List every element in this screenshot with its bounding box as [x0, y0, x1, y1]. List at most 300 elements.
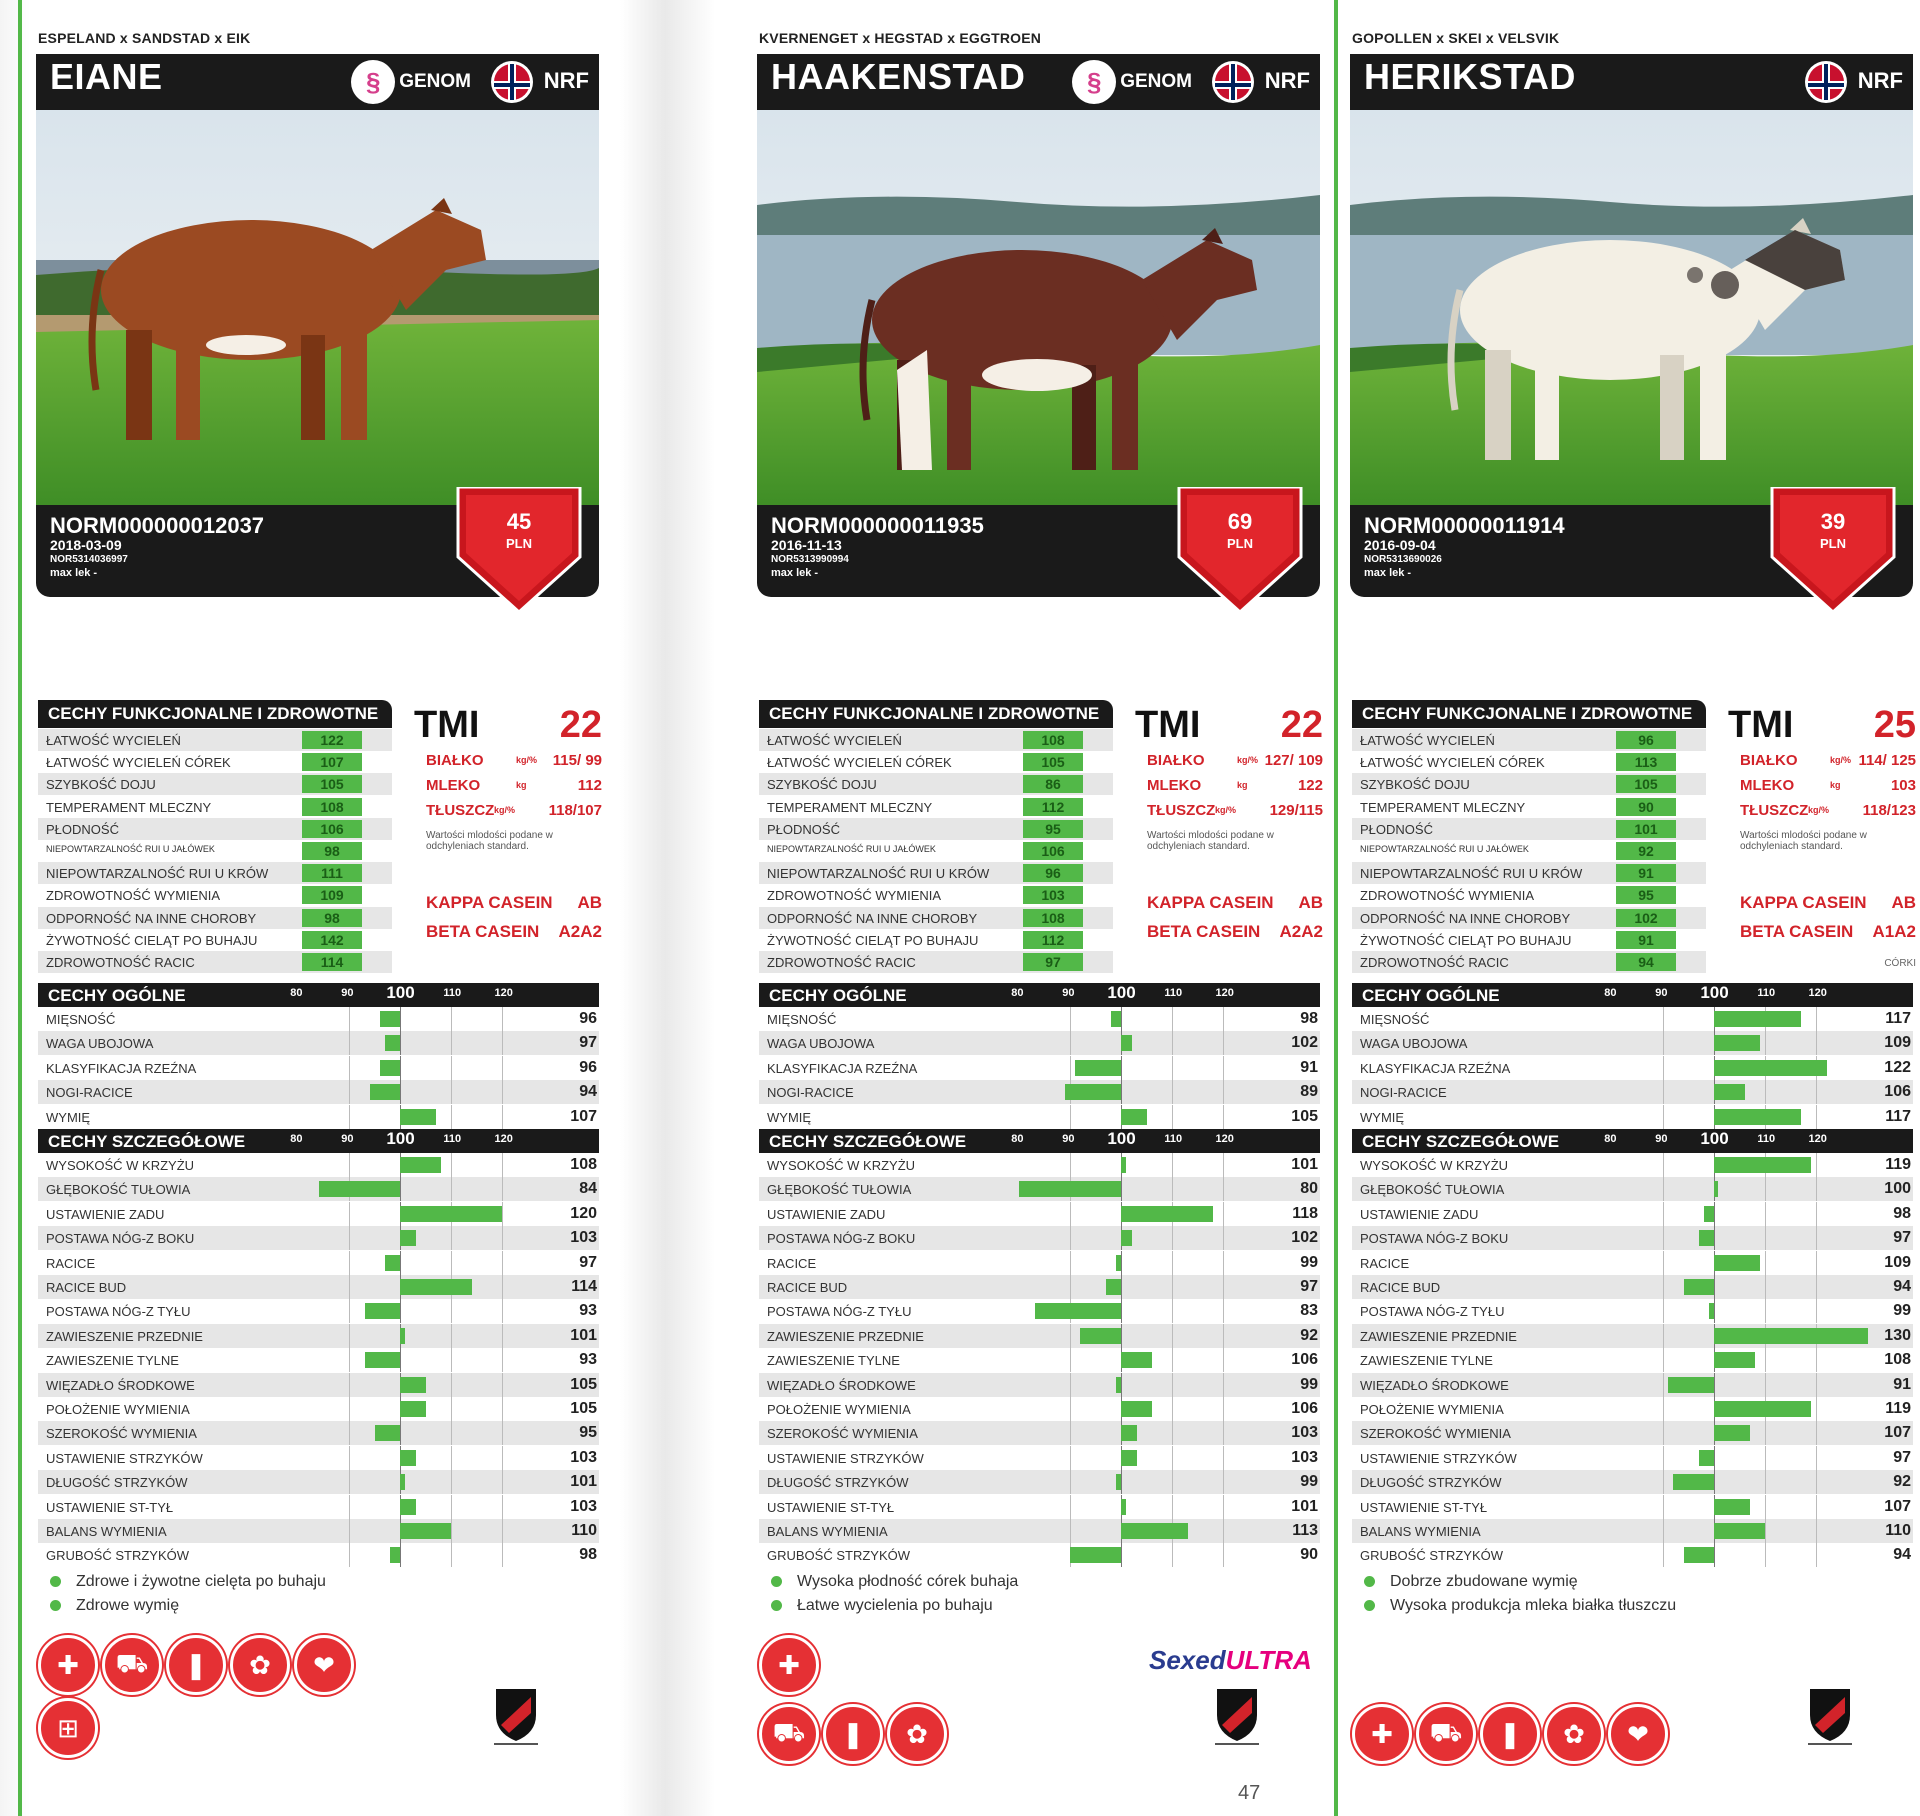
scale-trait-row [38, 1543, 599, 1567]
prod-tluszcz [1147, 802, 1323, 824]
grid-line [1816, 1080, 1817, 1104]
grid-line [1765, 1470, 1766, 1494]
grid-line [1663, 1397, 1664, 1421]
kappa-casein [426, 893, 602, 913]
beta-label: BETA CASEIN [426, 922, 540, 941]
tmi-value: 22 [559, 704, 602, 746]
scale-trait-label: WYMIĘ [46, 1109, 91, 1125]
heart-icon[interactable]: ✿ [1544, 1704, 1604, 1764]
scale-trait-row [759, 1105, 1320, 1129]
detail-traits-header-title: CECHY SZCZEGÓŁOWE [1362, 1132, 1560, 1151]
grid-line [502, 1299, 503, 1323]
norway-flag-icon [1212, 61, 1254, 103]
standard-note: Wartości mlodości podane w odchyleniach standard. [426, 830, 553, 852]
scale-trait-label: WAGA UBOJOWA [767, 1036, 875, 1052]
scale-trait-row [759, 1202, 1320, 1226]
grid-line [1663, 1470, 1664, 1494]
nor-id: NOR5314036997 [50, 554, 128, 565]
name-header [757, 54, 1320, 110]
func-trait-label: ZDROWOTNOŚĆ WYMIENIA [767, 888, 942, 904]
scale-trait-value: 83 [1300, 1302, 1318, 1320]
scale-trait-value: 117 [1885, 1107, 1911, 1125]
scale-bar [1121, 1109, 1147, 1125]
grid-line [1816, 1226, 1817, 1250]
feed-icon[interactable]: ⊞ [38, 1698, 98, 1758]
birth-date: 2016-11-13 [771, 537, 842, 553]
scale-trait-value: 94 [1893, 1278, 1911, 1295]
grid-center-line [1121, 1470, 1122, 1494]
grid-line [1070, 1373, 1071, 1397]
scale-trait-row [759, 1324, 1320, 1348]
scale-trait-row [759, 1421, 1320, 1445]
grid-line [1172, 1299, 1173, 1323]
scale-trait-label: POŁOŻENIE WYMIENIA [46, 1402, 190, 1417]
scale-trait-value: 105 [570, 1400, 597, 1417]
genom-badge [1072, 60, 1192, 104]
grid-line [1663, 1226, 1664, 1250]
scale-trait-value: 101 [1291, 1156, 1318, 1173]
grid-line [1223, 1348, 1224, 1372]
kappa-value: AB [1891, 893, 1916, 912]
scale-bar [1121, 1401, 1152, 1417]
benefit-text: Wysoka produkcja mleka białka tłuszczu [1390, 1597, 1677, 1614]
grid-line [1816, 1105, 1817, 1129]
max-lek: max lek - [1364, 567, 1412, 579]
grid-center-line [400, 1080, 401, 1104]
kappa-value: AB [1298, 893, 1323, 912]
kappa-label: KAPPA CASEIN [1740, 893, 1867, 912]
norwegian-red-logo [1212, 1685, 1262, 1745]
norm-id: NORM000000011935 [771, 513, 984, 538]
grid-center-line [1714, 1275, 1715, 1299]
func-trait-label: NIEPOWTARZALNOŚĆ RUI U JAŁÓWEK [767, 844, 936, 854]
prod-unit: kg/% [1830, 755, 1852, 765]
name-header [36, 54, 599, 110]
grid-line [1223, 1324, 1224, 1348]
scale-trait-value: 97 [1300, 1278, 1318, 1295]
grid-line [502, 1470, 503, 1494]
grid-line [1765, 1299, 1766, 1323]
scale-trait-label: MIĘSNOŚĆ [1360, 1012, 1430, 1027]
scale-tick: 80 [1011, 987, 1024, 999]
grid-line [1816, 1251, 1817, 1275]
grid-line [1223, 1299, 1224, 1323]
scale-trait-value: 110 [571, 1522, 597, 1539]
grid-line [1765, 1080, 1766, 1104]
milk-bottle-icon[interactable]: ❚ [166, 1635, 226, 1695]
func-trait-value: 142 [302, 931, 362, 949]
grid-line [451, 1105, 452, 1129]
func-trait-value: 96 [1023, 864, 1083, 882]
scale-trait-row [1352, 1470, 1913, 1494]
heart-icon[interactable]: ❤ [294, 1635, 354, 1695]
feed-icon[interactable]: ✚ [1352, 1704, 1412, 1764]
scale-trait-row [1352, 1373, 1913, 1397]
prod-value: 122 [1297, 777, 1323, 794]
norway-flag-icon [1805, 61, 1847, 103]
prod-mleko [1147, 777, 1323, 799]
price-unit: PLN [506, 536, 532, 551]
grid-center-line [400, 1299, 401, 1323]
scale-trait-value: 107 [1884, 1424, 1911, 1442]
grid-line [1816, 1153, 1817, 1177]
scale-trait-label: POSTAWA NÓG-Z BOKU [1360, 1231, 1509, 1247]
grid-line [1070, 1251, 1071, 1275]
func-trait-value: 101 [1616, 820, 1676, 838]
scale-trait-row [1352, 1519, 1913, 1543]
scale-tick: 80 [290, 1133, 303, 1145]
scale-bar [1116, 1255, 1121, 1271]
grid-line [1816, 1495, 1817, 1519]
func-trait-row [759, 729, 1113, 751]
scale-trait-value: 107 [570, 1107, 597, 1125]
grid-line [451, 1080, 452, 1104]
scale-trait-value: 93 [579, 1351, 597, 1369]
scale-bar [1035, 1303, 1122, 1319]
scale-trait-label: WIĘZADŁO ŚRODKOWE [767, 1377, 916, 1393]
grid-line [1172, 1056, 1173, 1080]
grid-line [502, 1519, 503, 1543]
func-trait-value: 106 [1023, 842, 1083, 860]
scale-trait-value: 99 [1893, 1302, 1911, 1320]
tmi-label: TMI [1135, 704, 1201, 746]
scale-trait-row [759, 1519, 1320, 1543]
corki-label: CÓRKI [1884, 958, 1916, 969]
scale-trait-label: BALANS WYMIENIA [1360, 1524, 1481, 1539]
grid-line [1223, 1202, 1224, 1226]
grid-line [1765, 1495, 1766, 1519]
grid-line [349, 1446, 350, 1470]
grid-center-line [1121, 1056, 1122, 1080]
grid-line [1172, 1105, 1173, 1129]
scale-trait-label: WYMIĘ [1360, 1109, 1405, 1125]
scale-trait-value: 106 [1884, 1083, 1911, 1101]
scale-trait-value: 118 [1292, 1204, 1318, 1222]
grid-center-line [1714, 1446, 1715, 1470]
birth-date: 2016-09-04 [1364, 537, 1436, 553]
func-trait-label: PŁODNOŚĆ [1360, 821, 1433, 837]
grid-line [1070, 1056, 1071, 1080]
tmi-label: TMI [1728, 704, 1794, 746]
scale-trait-label: USTAWIENIE ZADU [1360, 1206, 1479, 1222]
scale-trait-value: 91 [1300, 1058, 1318, 1076]
scale-trait-label: USTAWIENIE ZADU [46, 1206, 165, 1222]
scale-tick: 100 [386, 983, 415, 1002]
scale-trait-value: 109 [1884, 1034, 1911, 1052]
nrf-label: NRF [543, 68, 589, 93]
scale-tick: 110 [443, 987, 462, 999]
prod-label: BIAŁKO [1147, 752, 1205, 769]
prod-value: 118/107 [548, 802, 602, 819]
scale-trait-label: MIĘSNOŚĆ [46, 1012, 116, 1027]
grid-line [1663, 1105, 1664, 1129]
scale-trait-row [38, 1519, 599, 1543]
prod-label: MLEKO [426, 777, 481, 794]
scale-bar [1111, 1011, 1121, 1027]
prod-unit: kg [516, 780, 527, 790]
scale-trait-row [759, 1056, 1320, 1080]
scale-bar [1684, 1547, 1715, 1563]
scale-trait-label: RACICE BUD [1360, 1280, 1441, 1295]
grid-line [1223, 1105, 1224, 1129]
scale-trait-value: 99 [1300, 1253, 1318, 1271]
scale-trait-value: 103 [570, 1497, 597, 1515]
scale-trait-label: POŁOŻENIE WYMIENIA [767, 1402, 911, 1417]
grid-line [1172, 1495, 1173, 1519]
grid-line [1816, 1543, 1817, 1567]
scale-bar [1121, 1499, 1126, 1515]
bull-card-eiane [36, 0, 604, 1816]
scale-trait-label: POSTAWA NÓG-Z BOKU [46, 1231, 195, 1247]
func-trait-row [38, 796, 392, 818]
func-trait-value: 122 [302, 731, 362, 749]
prod-value: 127/ 109 [1264, 752, 1323, 769]
scale-bar [1116, 1377, 1121, 1393]
func-trait-label: ŁATWOŚĆ WYCIELEŃ CÓREK [767, 755, 952, 771]
grid-line [1172, 1007, 1173, 1031]
bullet-dot-icon [1364, 1576, 1375, 1587]
trailer-icon[interactable]: ❚ [823, 1704, 883, 1764]
scale-trait-label: NOGI-RACICE [767, 1085, 854, 1101]
grid-line [451, 1348, 452, 1372]
func-trait-value: 91 [1616, 931, 1676, 949]
func-trait-value: 86 [1023, 775, 1083, 793]
grid-line [1663, 1056, 1664, 1080]
grid-line [349, 1105, 350, 1129]
scale-trait-label: RACICE [1360, 1255, 1410, 1271]
grid-line [1223, 1080, 1224, 1104]
scale-trait-value: 100 [1884, 1180, 1911, 1198]
scale-trait-row [759, 1031, 1320, 1055]
grid-line [1765, 1226, 1766, 1250]
func-trait-value: 91 [1616, 864, 1676, 882]
ultra-text: ULTRA [1225, 1645, 1312, 1675]
tmi-label: TMI [414, 704, 480, 746]
grid-line [1070, 1421, 1071, 1445]
scale-trait-value: 97 [579, 1253, 597, 1271]
scale-tick: 120 [1808, 987, 1827, 999]
scale-trait-row [38, 1495, 599, 1519]
scale-trait-row [1352, 1397, 1913, 1421]
grid-line [502, 1007, 503, 1031]
udder-icon[interactable]: ✿ [230, 1635, 290, 1695]
prod-unit: kg/% [494, 805, 516, 815]
scale-trait-row [759, 1153, 1320, 1177]
grid-line [1070, 1275, 1071, 1299]
scale-bar [1714, 1011, 1801, 1027]
grid-line [1223, 1470, 1224, 1494]
scale-trait-label: KLASYFIKACJA RZEŹNA [1360, 1060, 1511, 1076]
scale-tick: 90 [341, 1133, 354, 1145]
prod-unit: kg/% [1215, 805, 1237, 815]
scale-tick: 120 [1215, 1133, 1234, 1145]
grid-line [1663, 1543, 1664, 1567]
bull-card-herikstad [1350, 0, 1918, 1816]
scale-bar [380, 1011, 400, 1027]
genom-icon: § [1072, 60, 1116, 104]
scale-trait-row [759, 1275, 1320, 1299]
scale-trait-value: 98 [1893, 1204, 1911, 1222]
func-trait-label: TEMPERAMENT MLECZNY [767, 799, 933, 815]
milk-bottle-icon[interactable]: ✿ [887, 1704, 947, 1764]
detail-traits-header [38, 1129, 599, 1153]
scale-bar [1121, 1523, 1187, 1539]
func-trait-row [38, 818, 392, 840]
grid-line [1816, 1007, 1817, 1031]
scale-trait-row [1352, 1153, 1913, 1177]
func-trait-value: 105 [1616, 775, 1676, 793]
scale-trait-value: 103 [570, 1448, 597, 1466]
grid-line [502, 1543, 503, 1567]
scale-trait-row [38, 1105, 599, 1129]
scale-bar [1121, 1035, 1131, 1051]
gutter-line-right [1334, 0, 1338, 1816]
scale-trait-label: USTAWIENIE STRZYKÓW [767, 1450, 924, 1466]
func-trait-label: ZDROWOTNOŚĆ RACIC [767, 955, 916, 970]
scale-bar [1714, 1109, 1801, 1125]
general-traits-header-title: CECHY OGÓLNE [48, 986, 186, 1005]
grid-line [1663, 1007, 1664, 1031]
scale-trait-value: 101 [570, 1473, 597, 1491]
grid-line [1765, 1446, 1766, 1470]
scale-trait-label: BALANS WYMIENIA [767, 1524, 888, 1539]
cow-icon[interactable]: ✚ [759, 1635, 819, 1695]
scale-trait-row [1352, 1226, 1913, 1250]
scale-bar [319, 1181, 401, 1197]
grid-line [349, 1543, 350, 1567]
scale-bar [365, 1352, 401, 1368]
scale-trait-value: 84 [579, 1180, 597, 1198]
grid-line [1816, 1299, 1817, 1323]
kappa-label: KAPPA CASEIN [426, 893, 553, 912]
bull-photo [1350, 110, 1913, 505]
grid-center-line [1121, 1007, 1122, 1031]
scale-trait-row [1352, 1543, 1913, 1567]
scale-trait-value: 107 [1884, 1497, 1911, 1515]
general-traits-header [1352, 983, 1913, 1007]
func-trait-value: 105 [1023, 753, 1083, 771]
scale-trait-label: DŁUGOŚĆ STRZYKÓW [1360, 1475, 1502, 1491]
nrf-label: NRF [1857, 68, 1903, 93]
scale-trait-value: 106 [1291, 1400, 1318, 1417]
scale-trait-label: ZAWIESZENIE PRZEDNIE [46, 1328, 203, 1344]
func-trait-value: 114 [302, 953, 362, 971]
grid-line [1663, 1251, 1664, 1275]
func-trait-row [38, 729, 392, 751]
scale-trait-row [38, 1446, 599, 1470]
feed-icon[interactable]: ⛟ [759, 1704, 819, 1764]
beta-value: A2A2 [1279, 922, 1323, 941]
func-trait-label: ZDROWOTNOŚĆ WYMIENIA [1360, 888, 1535, 904]
prod-value: 103 [1890, 777, 1916, 794]
scale-bar [1121, 1230, 1131, 1246]
func-trait-label: ŁATWOŚĆ WYCIELEŃ CÓREK [1360, 755, 1545, 771]
scale-trait-label: RACICE BUD [46, 1280, 127, 1295]
prod-bialko [1740, 752, 1916, 774]
udder-icon[interactable]: ❤ [1608, 1704, 1668, 1764]
grid-center-line [400, 1421, 401, 1445]
benefit-text: Zdrowe i żywotne cielęta po buhaju [76, 1573, 326, 1590]
func-trait-row [759, 818, 1113, 840]
grid-line [349, 1251, 350, 1275]
prod-mleko [426, 777, 602, 799]
scale-trait-label: DŁUGOŚĆ STRZYKÓW [767, 1475, 909, 1491]
grid-line [1816, 1373, 1817, 1397]
grid-line [1663, 1373, 1664, 1397]
func-trait-label: ŁATWOŚĆ WYCIELEŃ [46, 733, 181, 748]
scale-bar [1699, 1450, 1714, 1466]
func-trait-row [38, 773, 392, 795]
grid-line [349, 1470, 350, 1494]
grid-line [502, 1421, 503, 1445]
grid-line [1663, 1177, 1664, 1201]
trailer-icon[interactable]: ⛟ [1416, 1704, 1476, 1764]
func-trait-value: 113 [1616, 753, 1676, 771]
scale-bar [380, 1060, 400, 1076]
scale-trait-label: SZEROKOŚĆ WYMIENIA [46, 1426, 197, 1442]
scale-trait-label: POSTAWA NÓG-Z BOKU [767, 1231, 916, 1247]
scale-bar [1080, 1328, 1121, 1344]
grid-center-line [1714, 1470, 1715, 1494]
kappa-label: KAPPA CASEIN [1147, 893, 1274, 912]
cow-icon[interactable]: ⛟ [102, 1635, 162, 1695]
scale-trait-value: 94 [1893, 1546, 1911, 1564]
standard-note: Wartości mlodości podane w odchyleniach standard. [1740, 830, 1867, 852]
scale-trait-value: 92 [1300, 1326, 1318, 1344]
scale-trait-row [1352, 1105, 1913, 1129]
scale-bar [375, 1425, 401, 1441]
beta-label: BETA CASEIN [1740, 922, 1854, 941]
func-trait-value: 112 [1023, 798, 1083, 816]
scale-trait-value: 96 [579, 1010, 597, 1027]
norwegian-red-logo [1805, 1685, 1855, 1745]
grid-center-line [1121, 1299, 1122, 1323]
scale-bar [400, 1328, 405, 1344]
grid-center-line [400, 1543, 401, 1567]
scale-bar [400, 1401, 426, 1417]
scale-bar [365, 1303, 401, 1319]
bull-photo [757, 110, 1320, 505]
func-trait-value: 107 [302, 753, 362, 771]
grid-center-line [1714, 1202, 1715, 1226]
scale-trait-label: RACICE BUD [767, 1280, 848, 1295]
grid-line [1070, 1105, 1071, 1129]
func-trait-value: 102 [1616, 909, 1676, 927]
scale-tick: 110 [1757, 987, 1776, 999]
grid-line [1223, 1226, 1224, 1250]
grid-line [502, 1056, 503, 1080]
func-trait-label: NIEPOWTARZALNOŚĆ RUI U KRÓW [767, 866, 990, 882]
grid-line [451, 1251, 452, 1275]
scale-trait-label: POSTAWA NÓG-Z TYŁU [46, 1304, 191, 1320]
scale-trait-row [38, 1007, 599, 1031]
scale-trait-value: 98 [579, 1546, 597, 1564]
scale-trait-row [1352, 1056, 1913, 1080]
milk-bottle-icon[interactable]: ❚ [1480, 1704, 1540, 1764]
func-trait-value: 105 [302, 775, 362, 793]
scale-tick: 90 [1655, 1133, 1668, 1145]
kappa-casein [1740, 893, 1916, 913]
scale-trait-row [1352, 1080, 1913, 1104]
scale-bar [1714, 1352, 1755, 1368]
grid-line [1070, 1031, 1071, 1055]
scale-tick: 100 [1107, 983, 1136, 1002]
price-value: 39 [1820, 509, 1846, 534]
grid-line [451, 1470, 452, 1494]
grid-line [1765, 1519, 1766, 1543]
health-cross-icon[interactable]: ✚ [38, 1635, 98, 1695]
general-traits-header-title: CECHY OGÓLNE [1362, 986, 1500, 1005]
